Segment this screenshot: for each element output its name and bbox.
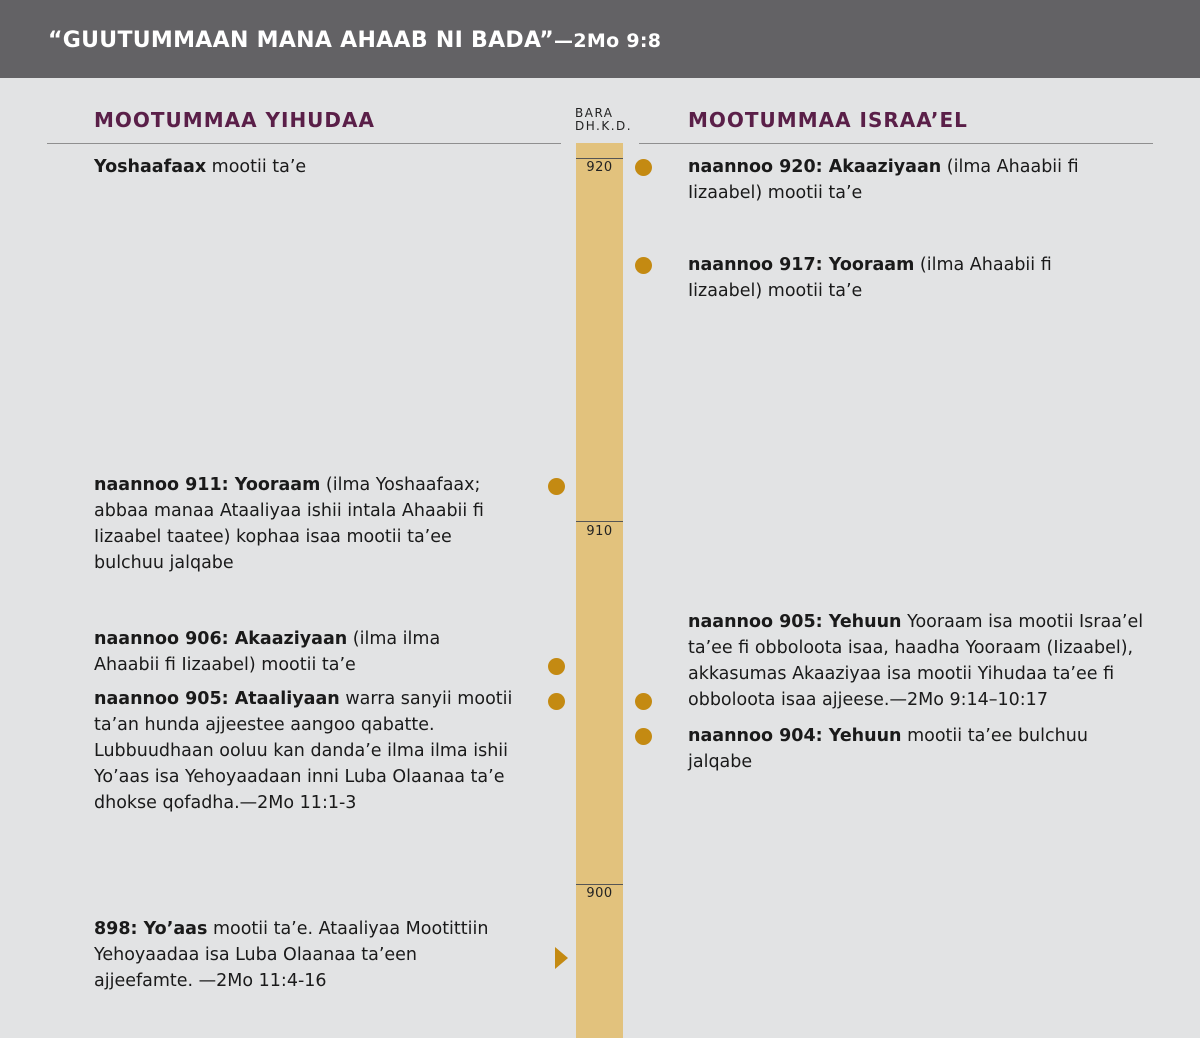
event-text: (ilma Ahaabii fi Iizaabel) mootii ta’e (688, 255, 1052, 301)
title-text: “GUUTUMMAAN MANA AHAAB NI BADA” (48, 28, 555, 53)
right-event (688, 252, 1098, 304)
event-text: Yooraam isa mootii Israa’el ta’ee fi obboloota isaa, haadha Yooraam (Iizaabel), akkasumas Akaaziyaa isa mootii Yihudaa ta’ee fi obboloota isaa ajjeese.—2Mo 9:14–10:17 (688, 612, 1144, 710)
event-text: (ilma Ahaabii fi Iizaabel) mootii ta’e (688, 157, 1079, 203)
page-header (0, 0, 1200, 78)
right-event (688, 154, 1118, 206)
marker-dot-icon (548, 658, 565, 675)
timeline-label-line2: DH.K.D. (575, 119, 633, 133)
title-reference: —2Mo 9:8 (554, 30, 662, 52)
event-text: mootii ta’e (206, 157, 307, 177)
left-event (94, 154, 539, 180)
event-heading: naannoo 906: Akaaziyaan (94, 629, 348, 649)
right-column-heading: MOOTUMMAA ISRAA’EL (688, 108, 968, 132)
event-heading: naannoo 911: Yooraam (94, 475, 321, 495)
event-heading: 898: Yo’aas (94, 919, 208, 939)
tick-label-900: 900 (586, 886, 613, 901)
left-heading-rule (47, 143, 561, 144)
event-text: warra sanyii mootii ta’an hunda ajjeestee aangoo qabatte. Lubbuudhaan ooluu kan danda’e ilma ilma ishii Yo’aas isa Yehoyaadaan inni Luba Olaanaa ta’e dhokse qofadha.—2Mo 11:1-3 (94, 689, 513, 813)
left-event (94, 626, 504, 678)
marker-dot-icon (635, 728, 652, 745)
timeline-label-line1: BARA (575, 106, 614, 120)
event-text: mootii ta’e. Ataaliyaa Mootittiin Yehoyaadaa isa Luba Olaanaa ta’een ajjeefamte. —2Mo 11:4-16 (94, 919, 489, 991)
page-title (48, 28, 661, 53)
left-event (94, 686, 539, 816)
left-event (94, 916, 504, 994)
tick-label-910: 910 (586, 524, 613, 539)
marker-dot-icon (635, 693, 652, 710)
event-text: (ilma ilma Ahaabii fi Iizaabel) mootii ta’e (94, 629, 441, 675)
marker-dot-icon (548, 693, 565, 710)
timeline-bar (576, 143, 623, 1038)
event-heading: naannoo 917: Yooraam (688, 255, 915, 275)
event-heading: naannoo 904: Yehuun (688, 726, 902, 746)
tick-line-910 (576, 521, 623, 522)
event-text: (ilma Yoshaafaax; abbaa manaa Ataaliyaa ishii intala Ahaabii fi Iizaabel taatee) kophaa isaa mootii ta’ee bulchuu jalqabe (94, 475, 484, 573)
event-heading: naannoo 905: Ataaliyaan (94, 689, 340, 709)
tick-line-900 (576, 884, 623, 885)
timeline-label (575, 107, 631, 133)
right-event (688, 609, 1153, 713)
left-column-heading: MOOTUMMAA YIHUDAA (94, 108, 375, 132)
marker-dot-icon (635, 257, 652, 274)
marker-dot-icon (635, 159, 652, 176)
event-heading: Yoshaafaax (94, 157, 207, 177)
tick-label-920: 920 (586, 160, 613, 175)
right-event (688, 723, 1153, 775)
marker-arrow-icon (555, 947, 568, 969)
event-text: mootii ta’ee bulchuu jalqabe (688, 726, 1088, 772)
event-heading: naannoo 905: Yehuun (688, 612, 902, 632)
left-event (94, 472, 514, 576)
event-heading: naannoo 920: Akaaziyaan (688, 157, 942, 177)
right-heading-rule (639, 143, 1153, 144)
marker-dot-icon (548, 478, 565, 495)
tick-line-920 (576, 158, 623, 159)
